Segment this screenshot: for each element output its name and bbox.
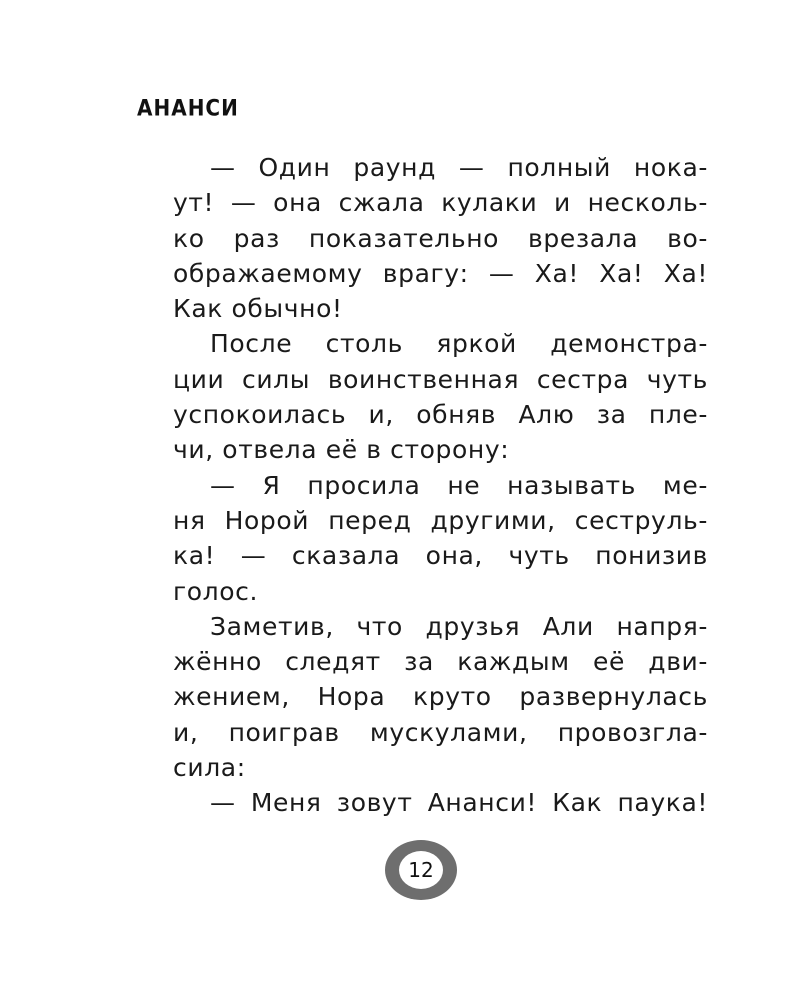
text-line: ко раз показательно врезала во- <box>173 223 708 253</box>
paragraph-1 <box>136 150 708 326</box>
running-head: АНАНСИ <box>137 94 239 121</box>
text-line: — Один раунд — полный нока- <box>210 153 708 182</box>
text-line: Как обычно! <box>173 294 343 324</box>
text-line: После столь яркой демонстра- <box>210 329 708 359</box>
text-line: голос. <box>173 576 258 606</box>
paragraph-5 <box>136 785 708 820</box>
text-line: жением, Нора круто развернулась <box>173 682 708 712</box>
text-line: ции силы воинственная сестра чуть <box>173 364 708 394</box>
text-line: — Меня зовут Ананси! Как паука! <box>210 788 708 818</box>
text-line: жённо следят за каждым её дви- <box>173 647 708 677</box>
paragraph-4 <box>136 609 708 785</box>
body-text <box>136 150 708 821</box>
page-number: 12 <box>408 858 434 882</box>
text-line: ображаемому врагу: — Ха! Ха! Ха! <box>173 258 708 288</box>
page-number-badge <box>385 840 457 900</box>
paragraph-2 <box>136 326 708 467</box>
text-line: — Я просила не называть ме- <box>210 470 708 500</box>
text-line: сила: <box>173 753 246 783</box>
text-line: успокоилась и, обняв Алю за пле- <box>173 400 708 430</box>
text-line: чи, отвела её в сторону: <box>173 435 510 465</box>
text-line: Заметив, что друзья Али напря- <box>210 611 708 641</box>
paragraph-3 <box>136 468 708 609</box>
text-line: и, поиграв мускулами, провозгла- <box>173 717 708 747</box>
text-line: ут! — она сжала кулаки и несколь- <box>173 188 708 218</box>
text-line: ня Норой перед другими, сеструль- <box>173 505 708 535</box>
text-line: ка! — сказала она, чуть понизив <box>173 541 708 571</box>
